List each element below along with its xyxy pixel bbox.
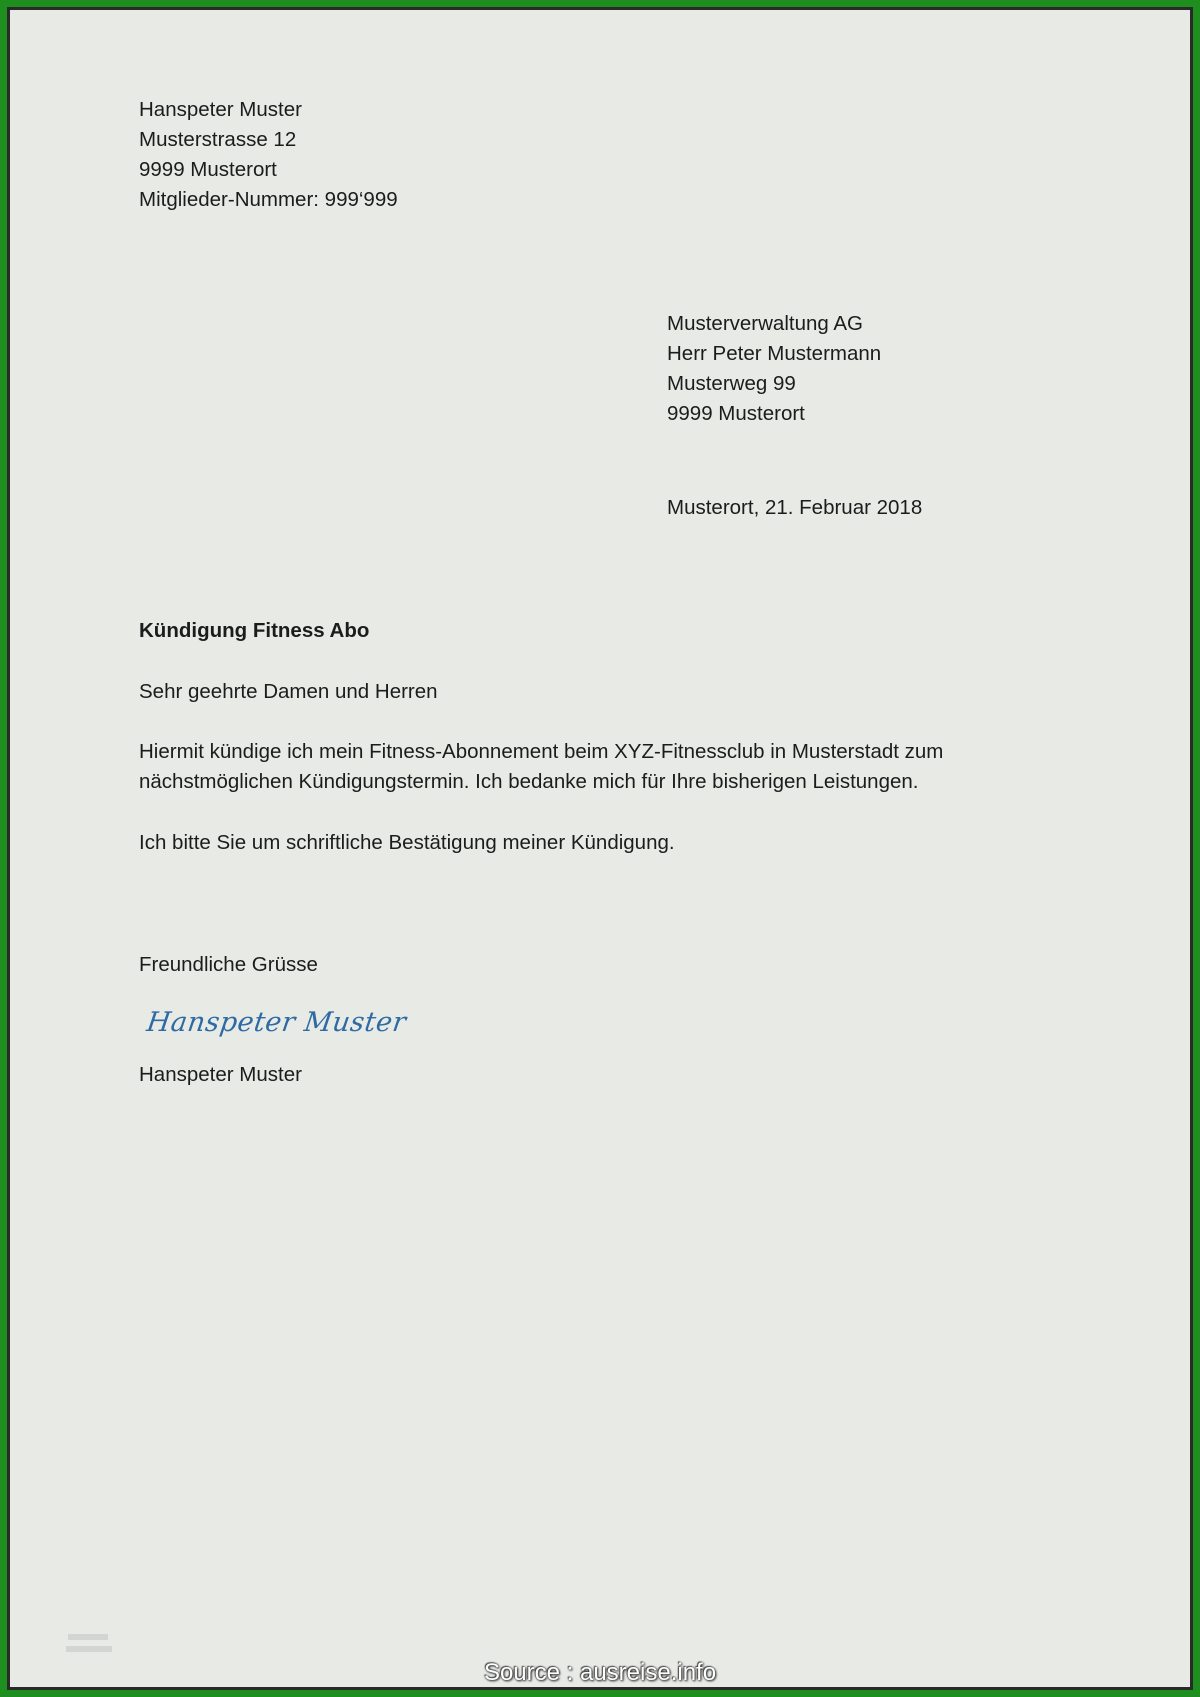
sender-address <box>139 95 398 215</box>
body-paragraph-1-line-1: Hiermit kündige ich mein Fitness-Abonnement beim XYZ-Fitnessclub in Musterstadt zum <box>139 740 944 763</box>
letter-page <box>7 7 1193 1690</box>
recipient-city: 9999 Musterort <box>667 402 805 425</box>
handwritten-signature: Hanspeter Muster <box>144 1007 409 1038</box>
recipient-company: Musterverwaltung AG <box>667 312 863 335</box>
sender-member-number: Mitglieder-Nummer: 999‘999 <box>139 188 398 211</box>
letter-salutation: Sehr geehrte Damen und Herren <box>139 680 438 703</box>
letter-closing: Freundliche Grüsse <box>139 953 318 976</box>
body-paragraph-1-line-2: nächstmöglichen Kündigungstermin. Ich bedanke mich für Ihre bisherigen Leistungen. <box>139 770 919 793</box>
sender-name: Hanspeter Muster <box>139 98 302 121</box>
source-caption: Source : ausreise.info <box>483 1659 717 1686</box>
recipient-address <box>667 309 881 429</box>
letter-date: Musterort, 21. Februar 2018 <box>667 496 923 519</box>
sender-city: 9999 Musterort <box>139 158 277 181</box>
sender-street: Musterstrasse 12 <box>139 128 297 151</box>
body-paragraph-1 <box>139 737 943 797</box>
body-paragraph-2: Ich bitte Sie um schriftliche Bestätigung meiner Kündigung. <box>139 831 675 854</box>
letter-subject: Kündigung Fitness Abo <box>139 619 370 642</box>
recipient-street: Musterweg 99 <box>667 372 796 395</box>
recipient-person: Herr Peter Mustermann <box>667 342 882 365</box>
faint-watermark-mark <box>66 1630 114 1662</box>
typed-signer-name: Hanspeter Muster <box>139 1063 302 1086</box>
